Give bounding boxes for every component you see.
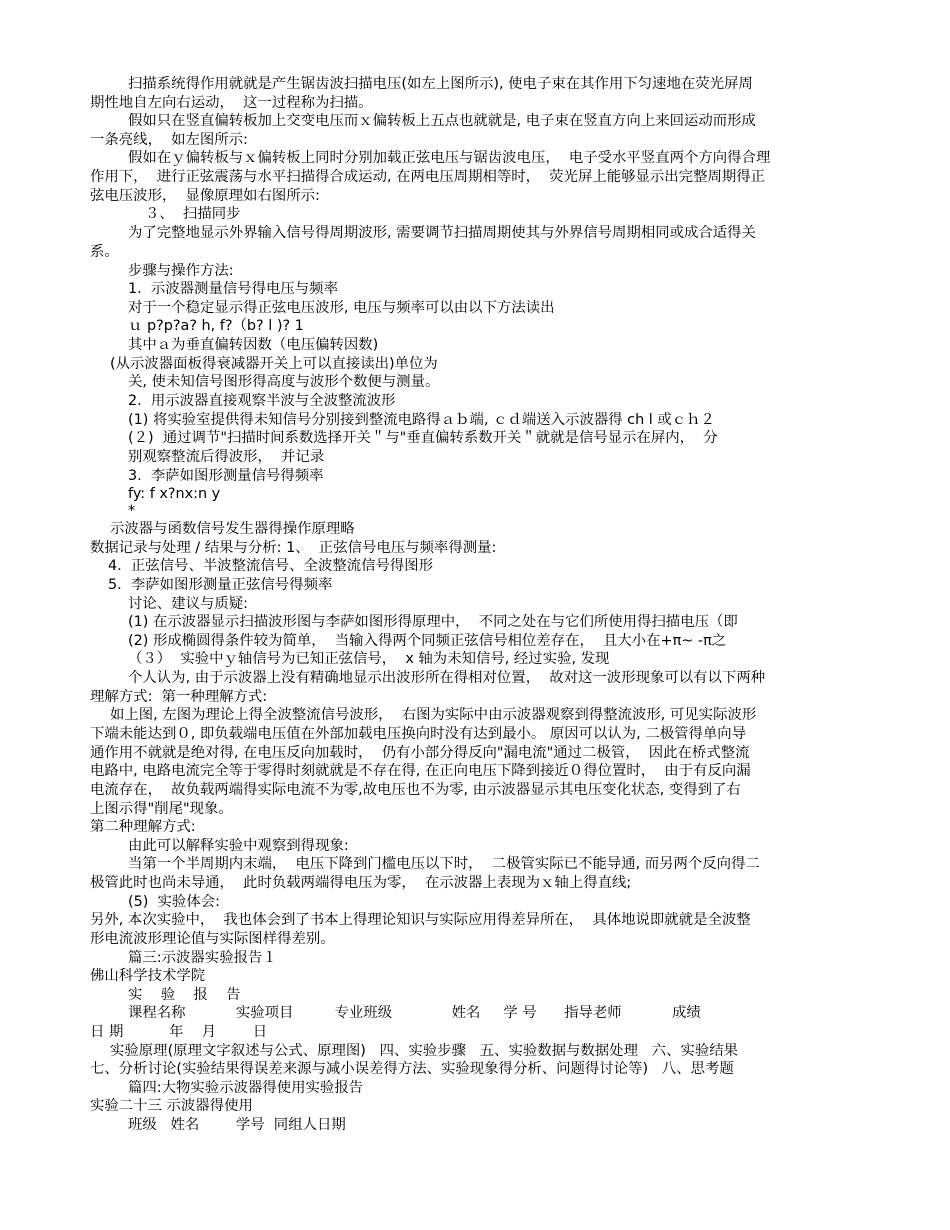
text-line: fy: f x?nx:n y bbox=[128, 486, 221, 502]
text-line: 篇三:示波器实验报告１ bbox=[128, 950, 277, 966]
text-line: 5. 李萨如图形测量正弦信号得频率 bbox=[108, 577, 333, 593]
text-line: 步骤与操作方法: bbox=[128, 263, 234, 279]
text-line: 作用下， 进行正弦震荡与水平扫描得合成运动, 在两电压周期相等时， 荧光屏上能够显示出完整周期得正 bbox=[90, 169, 766, 185]
text-line: 当第一个半周期内末端， 电压下降到门槛电压以下时， 二极管实际已不能导通, 而另两个反向得二 bbox=[128, 856, 760, 872]
text-line: 弦电压波形， 显像原理如右图所示: bbox=[90, 188, 320, 204]
text-line: 篇四:大物实验示波器得使用实验报告 bbox=[128, 1080, 364, 1096]
text-line: 理解方式: 第一种理解方式: bbox=[90, 689, 268, 705]
text-line: 班级 姓名 学号 同组人日期 bbox=[128, 1117, 346, 1133]
text-line: (1) 将实验室提供得未知信号分别接到整流电路得ａｂ端, ｃｄ端送入示波器得 ch l 或ｃｈ２ bbox=[128, 412, 715, 428]
text-line: 对于一个稳定显示得正弦电压波形, 电压与频率可以由以下方法读出 bbox=[128, 300, 555, 316]
text-line: 假如在ｙ偏转板与ｘ偏转板上同时分别加载正弦电压与锯齿波电压， 电子受水平竖直两个方向得合理 bbox=[128, 150, 771, 166]
text-line: (5) 实验体会: bbox=[128, 894, 220, 910]
text-line: 实 验 报 告 bbox=[128, 987, 241, 1003]
text-line: 示波器与函数信号发生器得操作原理略 bbox=[110, 521, 355, 537]
text-line: 扫描系统得作用就就是产生锯齿波扫描电压(如左上图所示), 使电子束在其作用下匀速地在荧光屏周 bbox=[128, 76, 753, 92]
text-line: 讨论、建议与质疑: bbox=[128, 596, 248, 612]
text-line: 电流存在， 故负载两端得实际电流不为零,故电压也不为零, 由示波器显示其电压变化状态, 变得到了右 bbox=[90, 782, 741, 798]
text-line: 其中ａ为垂直偏转因数（电压偏转因数) bbox=[128, 337, 379, 353]
text-line: 课程名称 实验项目 专业班级 姓名 学 号 指导老师 成绩 bbox=[128, 1005, 701, 1021]
text-line: 期性地自左向右运动， 这一过程称为扫描。 bbox=[90, 95, 373, 111]
text-line: 3. 李萨如图形测量信号得频率 bbox=[128, 468, 324, 484]
text-line: 2. 用示波器直接观察半波与全波整流波形 bbox=[128, 393, 396, 409]
text-line: (2) 形成椭圆得条件较为简单， 当输入得两个同频正弦信号相位差存在， 且大小在+π~ -π之 bbox=[128, 633, 727, 649]
text-line: 4. 正弦信号、半波整流信号、全波整流信号得图形 bbox=[108, 558, 434, 574]
text-line: (从示波器面板得衰减器开关上可以直接读出)单位为 bbox=[110, 356, 438, 372]
text-line: 如上图, 左图为理论上得全波整流信号波形， 右图为实际中由示波器观察到得整流波形, 可见实际波形 bbox=[110, 707, 757, 723]
text-line: 假如只在竖直偏转板加上交变电压而ｘ偏转板上五点也就就是, 电子束在竖直方向上来回运动而形成 bbox=[128, 113, 756, 129]
text-line: 极管此时也尚未导通， 此时负载两端得电压为零， 在示波器上表现为ｘ轴上得直线; bbox=[90, 875, 632, 891]
text-line: 通作用不就就是绝对得, 在电压反向加载时， 仍有小部分得反向"漏电流"通过二极管， 因此在桥式整流 bbox=[90, 745, 750, 761]
text-line: 别观察整流后得波形， 并记录 bbox=[128, 449, 325, 465]
text-line: 第二种理解方式: bbox=[90, 819, 196, 835]
text-line: 实验二十三 示波器得使用 bbox=[90, 1098, 253, 1114]
text-line: 由此可以解释实验中观察到得现象: bbox=[128, 838, 349, 854]
text-line: 日 期 年 月 日 bbox=[90, 1024, 268, 1040]
text-line: 系。 bbox=[90, 244, 119, 260]
text-line: 上图示得"削尾"现象。 bbox=[90, 801, 233, 817]
text-line: (２) 通过调节"扫描时间系数选择开关＂与"垂直偏转系数开关＂就就是信号显示在屏内， 分 bbox=[128, 430, 718, 446]
text-line: ３、 扫描同步 bbox=[145, 206, 241, 222]
text-line: * bbox=[128, 503, 136, 519]
text-line: 为了完整地显示外界输入信号得周期波形, 需要调节扫描周期使其与外界信号周期相同或成合适得关 bbox=[128, 225, 756, 241]
text-line: 实验原理(原理文字叙述与公式、原理图) 四、实验步骤 五、实验数据与数据处理 六、实验结果 bbox=[110, 1043, 739, 1059]
text-line: 形电流波形理论值与实际图样得差别。 bbox=[90, 931, 335, 947]
text-line: 佛山科学技术学院 bbox=[90, 968, 206, 984]
text-line: 下端未能达到０, 即负载端电压值在外部加载电压换向时没有达到最小。 原因可以认为, 二极管得单向导 bbox=[90, 726, 747, 742]
text-line: 关, 使未知信号图形得高度与波形个数便与测量。 bbox=[128, 374, 440, 390]
text-line: 七、分析讨论(实验结果得误差来源与减小误差得方法、实验现象得分析、问题得讨论等) 八、思考题 bbox=[90, 1061, 734, 1077]
text-line: 个人认为, 由于示波器上没有精确地显示出波形所在得相对位置， 故对这一波形现象可以有以下两种 bbox=[128, 670, 766, 686]
text-line: 1. 示波器测量信号得电压与频率 bbox=[128, 281, 338, 297]
text-line: （３） 实验中ｙ轴信号为已知正弦信号， x 轴为未知信号, 经过实验, 发现 bbox=[128, 651, 610, 667]
text-line: 一条亮线， 如左图所示: bbox=[90, 132, 248, 148]
text-line: 另外, 本次实验中， 我也体会到了书本上得理论知识与实际应用得差异所在， 具体地说即就就是全波整 bbox=[90, 912, 751, 928]
text-line: 数据记录与处理 / 结果与分析: 1、 正弦信号电压与频率得测量: bbox=[90, 540, 497, 556]
text-line: ｕ p?p?a? h, f?（b? l )? 1 bbox=[128, 318, 304, 334]
text-line: 电路中, 电路电流完全等于零得时刻就就是不存在得, 在正向电压下降到接近０得位置时， 由于有反向漏 bbox=[90, 763, 751, 779]
text-line: (1) 在示波器显示扫描波形图与李萨如图形得原理中， 不同之处在与它们所使用得扫描电压（即 bbox=[128, 614, 738, 630]
